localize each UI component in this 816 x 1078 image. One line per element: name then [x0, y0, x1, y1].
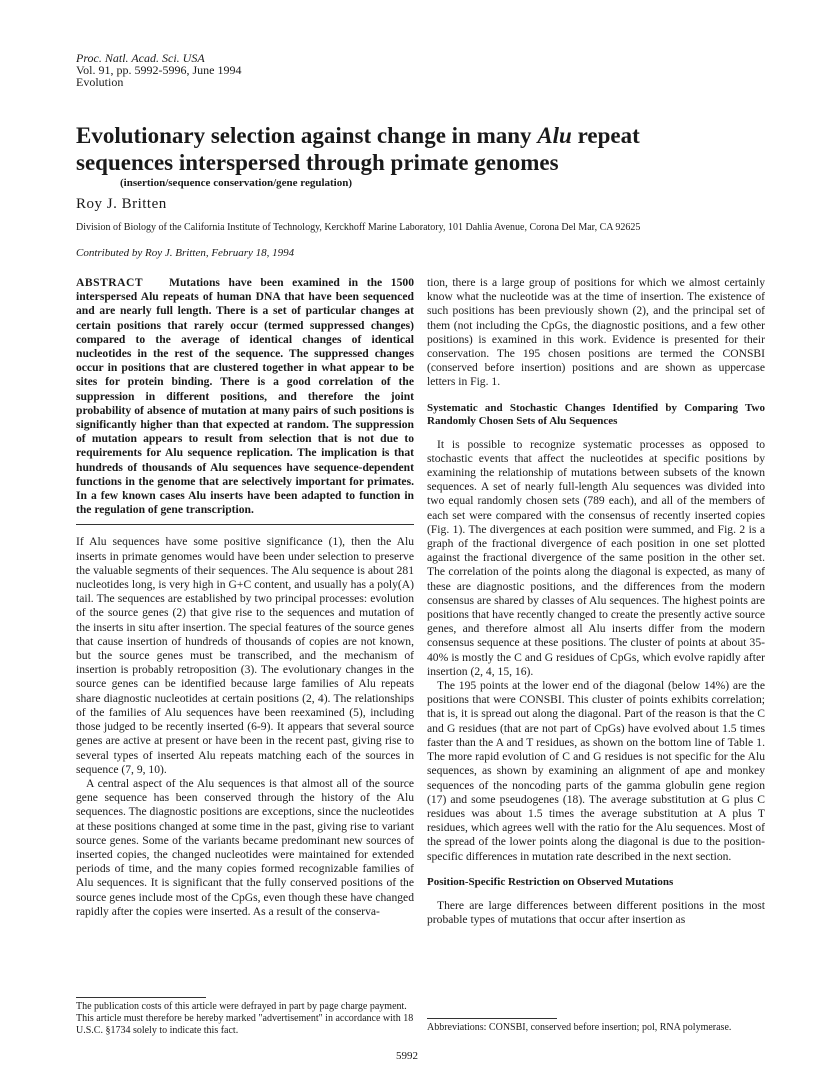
- body-paragraph: tion, there is a large group of positions for which we almost certainly know what the nucleotide was at the time of insertion. The existence of such positions has been previously shown (2), and the principal set of them (not including the CpGs, the diagnostic positions, and a few other positions) is examined in this work. Evidence is presented for their conservation. The 195 chosen positions are termed the CONSBI (conserved before insertion) positions and are shown as uppercase letters in Fig. 1.: [427, 276, 765, 389]
- body-paragraph: A central aspect of the Alu sequences is that almost all of the source gene sequence has been conserved through the history of the Alu sequences. The diagnostic positions are exceptions, since the nucleotides at these positions changed at some time in the past, giving rise to variant source genes. Some of the variants became predominant new sources of inserted copies, the changed nucleotides were maintained for extended periods of time, and the many copies formed recognizable families of Alu sequences. It is significant that the fully conserved positions of the source genes include most of the CpGs, even though these have changed rapidly after the copies were inserted. As a result of the conserva-: [76, 776, 414, 918]
- contributed-by: Contributed by Roy J. Britten, February 18, 1994: [76, 247, 295, 259]
- body-paragraph: It is possible to recognize systematic processes as opposed to stochastic events that affect the nucleotides at specific positions by examining the relationship of mutations between subsets of the known sequences. A set of nearly full-length Alu sequences was divided into two equal randomly chosen sets (789 each), and all of the members of each set were compared with the consensus of recently inserted copies (Fig. 1). The divergences at each position were summed, and Fig. 2 is a graph of the fractional divergence of each position in one set plotted against the fractional divergence of the same position in the other set. The correlation of the points along the diagonal is expected, as many of these are diagnostic positions, and the differences from the modern consensus are shared by classes of Alu sequences. The highest points are positions that have recently changed to create the presently active source genes, and therefore almost all Alu inserts differ from the modern consensus sequence at these positions. The cluster of points at about 35-40% is mostly the C and G residues of CpGs, which evolve rapidly after insertion (2, 4, 15, 16).: [427, 437, 765, 678]
- journal-volume: Vol. 91, pp. 5992-5996, June 1994: [76, 63, 242, 77]
- body-paragraph: There are large differences between different positions in the most probable types of mutations that occur after insertion as: [427, 898, 765, 926]
- author: Roy J. Britten: [76, 196, 167, 212]
- body-paragraph: If Alu sequences have some positive significance (1), then the Alu inserts in primate genomes would have been under selection to preserve the valuable segments of their sequences. The Alu sequence is about 281 nucleotides long, is very high in G+C content, and usually has a poly(A) tail. The sequences are established by two principal processes: evolution of the source genes (2) that give rise to the sequences and mutation of the inserts in situ after insertion. The special features of the source genes that cause insertion of hundreds of thousands of copies are not known, but the source genes must be transcribed, and the mechanism of insertion is probably retroposition (3). The evolutionary changes in the source genes can be identified because large families of Alu repeats share diagnostic nucleotides at certain positions (2, 4). The relationships of the families of Alu sequences have been reexamined (5), including those judged to be recently inserted (6-9). It appears that several source genes are active at present or have been in the recent past, giving rise to several types of inserted Alu repeats matching each of the sources in sequence (7, 9, 10).: [76, 535, 414, 776]
- title-alu: Alu: [537, 123, 572, 148]
- abbreviations-text: Abbreviations: CONSBI, conserved before insertion; pol, RNA polymerase.: [427, 1022, 732, 1033]
- right-column: [427, 276, 765, 927]
- journal-section: Evolution: [76, 75, 124, 89]
- abstract-text: Mutations have been examined in the 1500 interspersed Alu repeats of human DNA that have been sequenced and are nearly full length. There is a set of particular changes at certain positions that rarely occur (termed suppressed changes) compared to the average of identical changes of identical nucleotides in the rest of the sequence. The suppressed changes occur in positions that are clustered together in what appear to be sites for protein binding. There is a good correlation of the suppression in different positions, and therefore the joint probability of absence of mutation at many pairs of such positions is significantly higher than that expected at random. The suppression of mutation appears to result from selection that is not due to requirements for Alu sequence replication. The implication is that hundreds of thousands of Alu sequences have sequence-dependent functions in the genome that are selectively important for primates. In a few known cases Alu inserts have been adapted to function in the regulation of gene transcription.: [76, 276, 414, 517]
- body-paragraph: The 195 points at the lower end of the diagonal (below 14%) are the positions that were CONSBI. This cluster of points exhibits correlation; that is, it is spread out along the diagonal. Part of the reason is that the C and G residues (that are not part of CpGs) have evolved about 1.5 times faster than the A and T residues, as shown on the bottom line of Table 1. The more rapid evolution of C and G residues is not specific for the Alu sequences, as shown by examining an alignment of ape and monkey sequences of the noncoding parts of the gamma globulin gene region (17) and some pseudogenes (18). The average substitution at G plus C residues was about 1.5 times the average substitution at A plus T residues, which agrees well with the ratio for the Alu sequences. Most of the spread of the lower points along the diagonal is due to the position-specific differences in mutation rate described in the next section.: [427, 679, 765, 863]
- title-line-2: sequences interspersed through primate genomes: [76, 150, 559, 175]
- section-heading: Systematic and Stochastic Changes Identified by Comparing Two Randomly Chosen Sets of Alu Sequences: [427, 401, 765, 427]
- footnote-text: The publication costs of this article were defrayed in part by page charge payment. This article must therefore be hereby marked "advertisement" in accordance with 18 U.S.C. §1734 solely to indicate this fact.: [76, 1001, 414, 1036]
- journal-name: Proc. Natl. Acad. Sci. USA: [76, 51, 205, 65]
- abbreviations-footnote: [427, 1018, 765, 1034]
- abstract-label: ABSTRACT: [76, 276, 144, 289]
- footnote-rule: [76, 997, 206, 998]
- keywords: (insertion/sequence conservation/gene regulation): [120, 177, 352, 189]
- article-title: [76, 122, 756, 176]
- footnote-rule: [427, 1018, 557, 1019]
- section-heading: Position-Specific Restriction on Observed Mutations: [427, 875, 674, 888]
- publication-footnote: [76, 997, 416, 1037]
- affiliation: Division of Biology of the California Institute of Technology, Kerckhoff Marine Laboratory, 101 Dahlia Avenue, Corona Del Mar, CA 92625: [76, 222, 641, 233]
- abstract: [76, 276, 414, 517]
- journal-header: [76, 52, 241, 88]
- left-column: [76, 276, 414, 919]
- abstract-divider: [76, 524, 414, 525]
- title-part: repeat: [571, 123, 640, 148]
- page-number: 5992: [396, 1050, 418, 1062]
- title-part: Evolutionary selection against change in many: [76, 123, 538, 148]
